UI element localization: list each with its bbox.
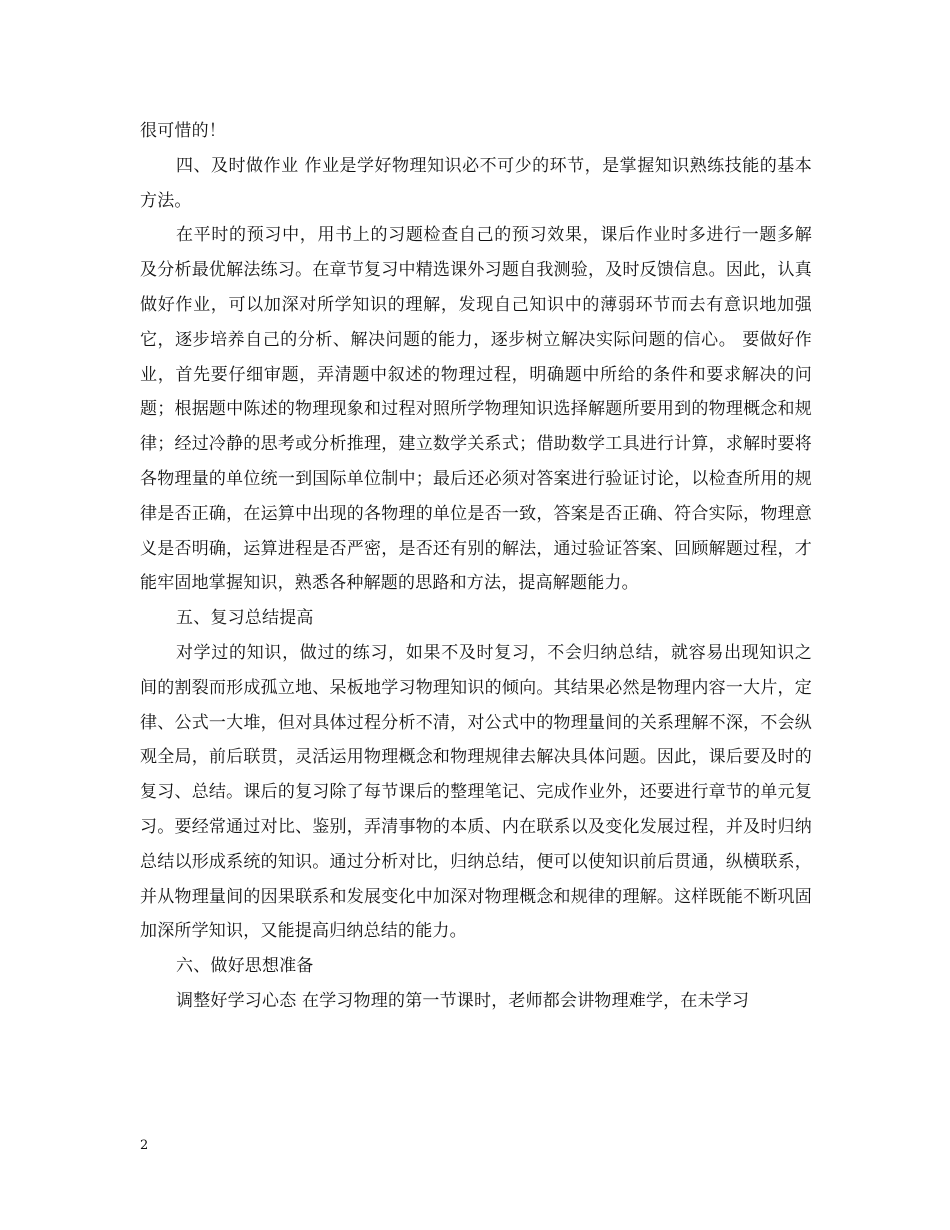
section-heading-mindset: 六、做好思想准备 (176, 956, 314, 977)
document-body (140, 114, 812, 1019)
paragraph-homework-heading: 四、及时做作业 作业是学好物理知识必不可少的环节，是掌握知识熟练技能的基本方法。 (140, 155, 812, 211)
section-heading-review: 五、复习总结提高 (176, 608, 314, 629)
paragraph-mindset-body: 调整好学习心态 在学习物理的第一节课时，老师都会讲物理难学，在未学习 (176, 990, 750, 1011)
paragraph-continuation: 很可惜的！ (140, 121, 226, 141)
page-number: 2 (140, 1138, 149, 1153)
paragraph-homework-body: 在平时的预习中，用书上的习题检查自己的预习效果，课后作业时多进行一题多解及分析最优解法练习。在章节复习中精选课外习题自我测验，及时反馈信息。因此，认真做好作业，可以加深对所学知识的理解，发现自己知识中的薄弱环节而去有意识地加强它，逐步培养自己的分析、解决问题的能力，逐步树立解决实际问题的信心。 要做好作业，首先要仔细审题，弄清题中叙述的物理过程，明确题中所给的条件和要求解决的问题；根据题中陈述的物理现象和过程对照所学物理知识选择解题所要用到的物理概念和规律；经过冷静的思考或分析推理，建立数学关系式；借助数学工具进行计算，求解时要将各物理量的单位统一到国际单位制中；最后还必须对答案进行验证讨论，以检查所用的规律是否正确，在运算中出现的各物理的单位是否一致，答案是否正确、符合实际，物理意义是否明确，运算进程是否严密，是否还有别的解法，通过验证答案、回顾解题过程，才能牢固地掌握知识，熟悉各种解题的思路和方法，提高解题能力。 (140, 225, 812, 594)
paragraph-review-body: 对学过的知识，做过的练习，如果不及时复习，不会归纳总结，就容易出现知识之间的割裂而形成孤立地、呆板地学习物理知识的倾向。其结果必然是物理内容一大片，定律、公式一大堆，但对具体过程分析不清，对公式中的物理量间的关系理解不深，不会纵观全局，前后联贯，灵活运用物理概念和物理规律去解决具体问题。因此，课后要及时的复习、总结。课后的复习除了每节课后的整理笔记、完成作业外，还要进行章节的单元复习。要经常通过对比、鉴别，弄清事物的本质、内在联系以及变化发展过程，并及时归纳总结以形成系统的知识。通过分析对比，归纳总结，便可以使知识前后贯通，纵横联系，并从物理量间的因果联系和发展变化中加深对物理概念和规律的理解。这样既能不断巩固加深所学知识，又能提高归纳总结的能力。 (140, 642, 812, 942)
